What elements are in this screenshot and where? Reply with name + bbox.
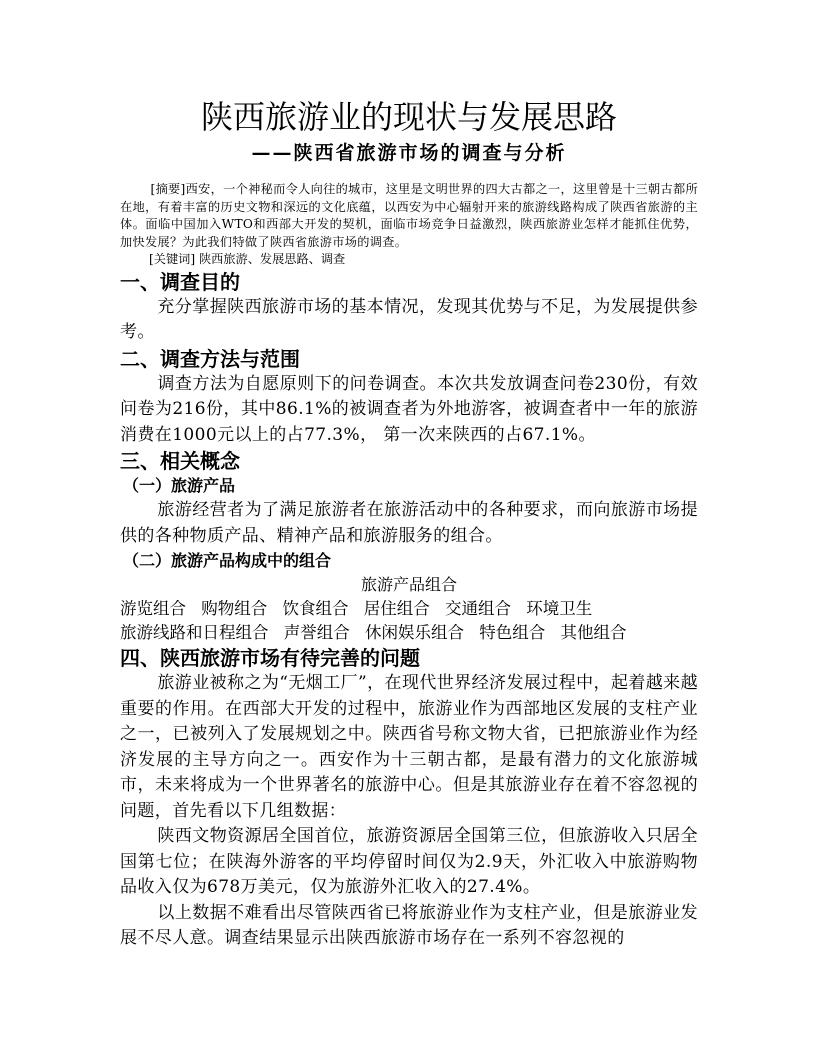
combo-item: 声誉组合	[283, 623, 350, 642]
combo-item: 居住组合	[363, 599, 430, 618]
combo-row-2	[120, 621, 698, 645]
keywords: [关键词] 陕西旅游、发展思路、调查	[149, 252, 346, 266]
abstract: [摘要]西安，一个神秘而令人向往的城市，这里是文明世界的四大古都之一，这里曾是十三朝古都所在地，有着丰富的历史文物和深远的文化底蕴，以西安为中心辐射开来的旅游线路构成了陕西省旅游的主体。面临中国加入WTO和西部大开发的契机，面临市场竞争日益激烈，陕西旅游业怎样才能抓住优势，加快发展？为此我们特做了陕西省旅游市场的调查。	[120, 182, 698, 249]
document-title: 陕西旅游业的现状与发展思路	[200, 98, 617, 136]
combo-item: 环境卫生	[526, 599, 593, 618]
section-paragraph: 以上数据不难看出尽管陕西省已将旅游业作为支柱产业，但是旅游业发展不尽人意。调查结果显示出陕西旅游市场存在一系列不容忽视的	[120, 902, 698, 948]
section-concepts	[120, 448, 698, 645]
combo-item: 特色组合	[479, 623, 546, 642]
section-paragraph: 陕西文物资源居全国首位，旅游资源居全国第三位，但旅游收入只居全国第七位；在陕海外游客的平均停留时间仅为2.9天，外汇收入中旅游购物品收入仅为678万美元，仅为旅游外汇收入的27.4%。	[120, 826, 698, 897]
subsection-heading: （一）旅游产品	[123, 476, 236, 495]
section-purpose	[120, 269, 698, 346]
section-heading: 四、陕西旅游市场有待完善的问题	[120, 646, 420, 670]
section-heading: 一、调查目的	[120, 269, 240, 294]
subsection-paragraph: 旅游经营者为了满足旅游者在旅游活动中的各种要求，而向旅游市场提供的各种物质产品、精神产品和旅游服务的组合。	[120, 500, 698, 546]
combo-item: 交通组合	[445, 599, 511, 618]
document-page	[120, 95, 698, 952]
section-paragraph: 旅游业被称之为“无烟工厂”，在现代世界经济发展过程中，起着越来越重要的作用。在西部大开发的过程中，旅游业作为西部地区发展的支柱产业之一，已被列入了发展规划之中。陕西省号称文物大省，已把旅游业作为经济发展的主导方向之一。西安作为十三朝古都，是最有潜力的文化旅游城市，未来将成为一个世界著名的旅游中心。但是其旅游业存在着不容忽视的问题，首先看以下几组数据：	[120, 673, 698, 821]
section-problems	[120, 645, 698, 952]
combo-row-1	[120, 597, 698, 621]
combo-item: 其他组合	[560, 623, 627, 642]
document-subtitle: ——陕西省旅游市场的调查与分析	[251, 142, 567, 164]
section-paragraph: 调查方法为自愿原则下的问卷调查。本次共发放调查问卷230份，有效问卷为216份，其中86.1%的被调查者为外地游客，被调查者中一年的旅游消费在1000元以上的占77.3%， 第一次来陕西的占67.1%。	[120, 373, 698, 445]
combo-item: 饮食组合	[282, 599, 349, 618]
section-heading: 二、调查方法与范围	[120, 346, 300, 371]
subsection-heading: （二）旅游产品构成中的组合	[123, 551, 332, 570]
section-paragraph: 充分掌握陕西旅游市场的基本情况，发现其优势与不足，为发展提供参考。	[120, 296, 698, 342]
combo-item: 购物组合	[201, 599, 268, 618]
section-heading: 三、相关概念	[120, 449, 240, 473]
section-method	[120, 346, 698, 449]
combo-title: 旅游产品组合	[360, 575, 457, 594]
combo-item: 游览组合	[120, 599, 186, 618]
combo-item: 休闲娱乐组合	[365, 623, 464, 642]
combo-item: 旅游线路和日程组合	[120, 623, 269, 642]
